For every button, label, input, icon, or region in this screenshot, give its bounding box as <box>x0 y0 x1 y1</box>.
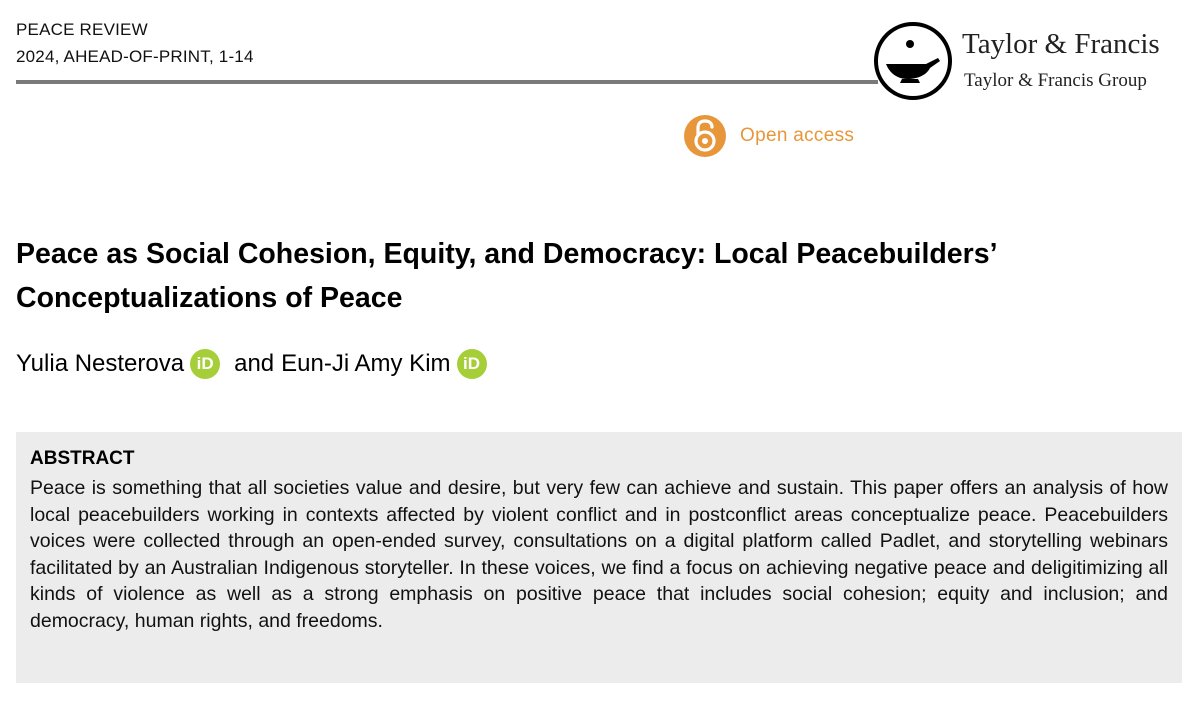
open-access-label: Open access <box>740 125 855 146</box>
abstract-text: Peace is something that all societies value and desire, but very few can achieve and sustain. This paper offers an analysis of how local peacebuilders working in contexts affected by violent conflict and in postconflict areas conceptualize peace. Peacebuilders voices were collected through an open-ended survey, consultations on a digital platform called Padlet, and storytelling webinars facilitated by an Australian Indigenous storyteller. In these voices, we find a focus on achieving negative peace and deligitimizing all kinds of violence as well as a strong emphasis on positive peace that includes social cohesion; equity and inclusion; and democracy, human rights, and freedoms. <box>30 477 1168 632</box>
publisher-logo[interactable] <box>874 22 1174 100</box>
author-list <box>16 349 501 379</box>
lamp-icon <box>874 22 952 100</box>
orcid-icon[interactable]: iD <box>190 349 220 379</box>
journal-issue-info: 2024, AHEAD-OF-PRINT, 1-14 <box>16 47 254 66</box>
author-name[interactable]: Yulia Nesterova <box>16 350 185 377</box>
author-name[interactable]: Eun-Ji Amy Kim <box>281 350 451 377</box>
orcid-icon[interactable]: iD <box>457 349 487 379</box>
publisher-group: Taylor & Francis Group <box>964 70 1147 91</box>
open-lock-icon <box>683 114 727 158</box>
abstract-heading: ABSTRACT <box>30 448 135 469</box>
abstract-section <box>16 432 1182 683</box>
article-title: Peace as Social Cohesion, Equity, and Democracy: Local Peacebuilders’ Conceptualizations of Peace <box>16 238 996 314</box>
header-divider <box>16 80 878 84</box>
open-access-badge[interactable] <box>683 114 854 158</box>
publisher-name: Taylor & Francis <box>962 28 1160 60</box>
journal-name: PEACE REVIEW <box>16 20 148 39</box>
author-connector: and <box>234 350 275 377</box>
